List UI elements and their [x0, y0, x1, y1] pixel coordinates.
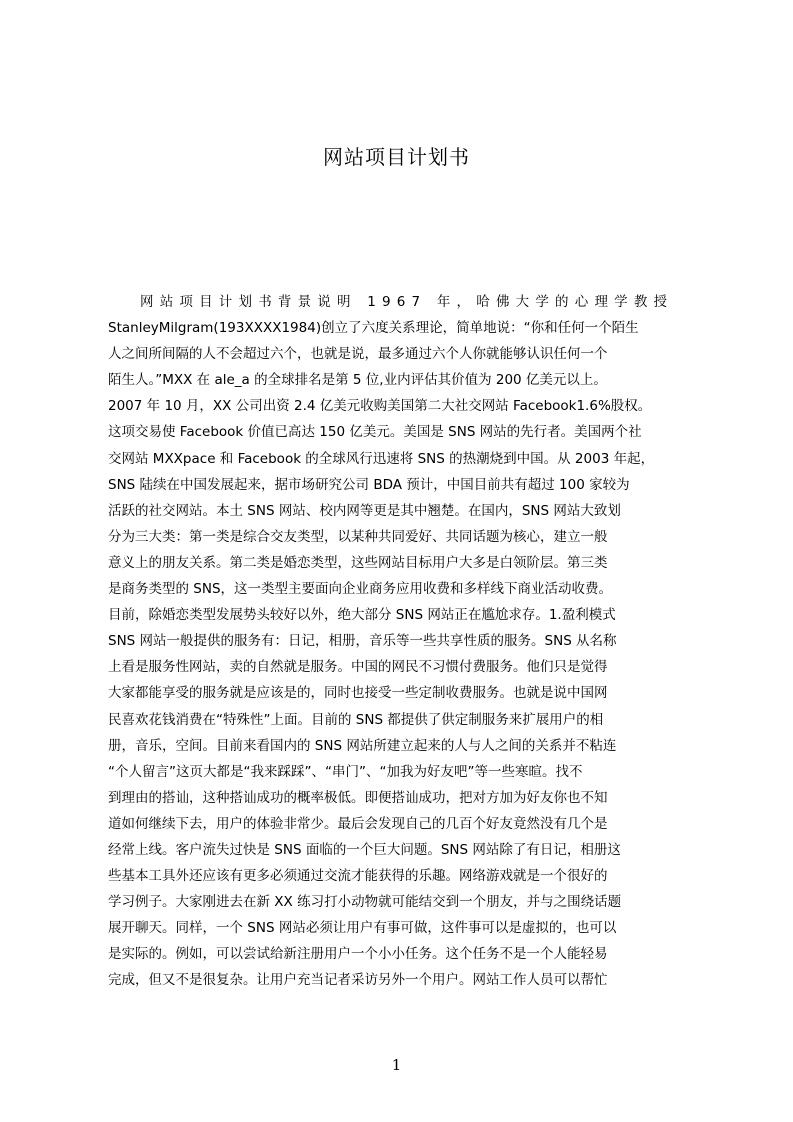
text-line: 经常上线。客户流失过快是 SNS 面临的一个巨大问题。SNS 网站除了有日记，相册这 [108, 841, 621, 858]
text-line: SNS 陆续在中国发展起来，据市场研究公司 BDA 预计，中国目前共有超过 100 家较为 [108, 476, 630, 493]
text-line: 分为三大类：第一类是综合交友类型，以某种共同爱好、共同话题为核心，建立一般 [108, 528, 608, 545]
text-line: 目前，除婚恋类型发展势头较好以外，绝大部分 SNS 网站正在尴尬求存。1.盈利模式 [108, 607, 616, 624]
document-body [108, 289, 698, 994]
text-line: 活跃的社交网站。本土 SNS 网站、校内网等更是其中翘楚。在国内，SNS 网站大致划 [108, 502, 621, 519]
text-line: StanleyMilgram(193XXXX1984)创立了六度关系理论，简单地说：“你和任何一个陌生 [108, 320, 639, 337]
text-line: 是商务类型的 SNS，这一类型主要面向企业商务应用收费和多样线下商业活动收费。 [108, 581, 613, 598]
text-line: 网站项目计划书背景说明 1967 年，哈佛大学的心理学教授 [140, 294, 674, 310]
text-line: 2007 年 10 月，XX 公司出资 2.4 亿美元收购美国第二大社交网站 Facebook1.6%股权。 [108, 398, 652, 415]
text-line: 展开聊天。同样，一个 SNS 网站必须让用户有事可做，这件事可以是虚拟的，也可以 [108, 920, 617, 937]
document-title: 网站项目计划书 [323, 145, 470, 169]
page-number: 1 [391, 1056, 402, 1074]
text-line: 意义上的朋友关系。第二类是婚恋类型，这些网站目标用户大多是白领阶层。第三类 [108, 554, 608, 571]
text-line: 人之间所间隔的人不会超过六个，也就是说，最多通过六个人你就能够认识任何一个 [108, 346, 608, 363]
text-line: 完成，但又不是很复杂。让用户充当记者采访另外一个用户。网站工作人员可以帮忙 [108, 972, 608, 989]
text-line: 是实际的。例如，可以尝试给新注册用户一个小小任务。这个任务不是一个人能轻易 [108, 946, 608, 963]
text-line: 陌生人。”MXX 在 ale_a 的全球排名是第 5 位,业内评估其价值为 200 亿美元以上。 [108, 372, 607, 389]
text-line: “个人留言”这页大都是“我来踩踩”、“串门”、“加我为好友吧”等一些寒暄。找不 [108, 763, 583, 780]
text-line: 道如何继续下去，用户的体验非常少。最后会发现自己的几百个好友竟然没有几个是 [108, 815, 608, 832]
text-line: 上看是服务性网站，卖的自然就是服务。中国的网民不习惯付费服务。他们只是觉得 [108, 659, 608, 676]
text-line: 大家都能享受的服务就是应该是的，同时也接受一些定制收费服务。也就是说中国网 [108, 685, 608, 702]
text-line: 册，音乐，空间。目前来看国内的 SNS 网站所建立起来的人与人之间的关系并不粘连 [108, 737, 617, 754]
text-line: 交网站 MXXpace 和 Facebook 的全球风行迅速将 SNS 的热潮烧到中国。从 2003 年起， [108, 450, 655, 467]
text-line: 学习例子。大家刚进去在新 XX 练习打小动物就可能结交到一个朋友，并与之围绕话题 [108, 894, 622, 911]
text-line: 这项交易使 Facebook 价值已高达 150 亿美元。美国是 SNS 网站的先行者。美国两个社 [108, 424, 642, 441]
text-line: 民喜欢花钱消费在“特殊性”上面。目前的 SNS 都提供了供定制服务来扩展用户的相 [108, 711, 604, 728]
text-line: SNS 网站一般提供的服务有：日记，相册，音乐等一些共享性质的服务。SNS 从名称 [108, 633, 617, 650]
text-line: 些基本工具外还应该有更多必须通过交流才能获得的乐趣。网络游戏就是一个很好的 [108, 868, 608, 885]
text-line: 到理由的搭讪，这种搭讪成功的概率极低。即便搭讪成功，把对方加为好友你也不知 [108, 789, 608, 806]
